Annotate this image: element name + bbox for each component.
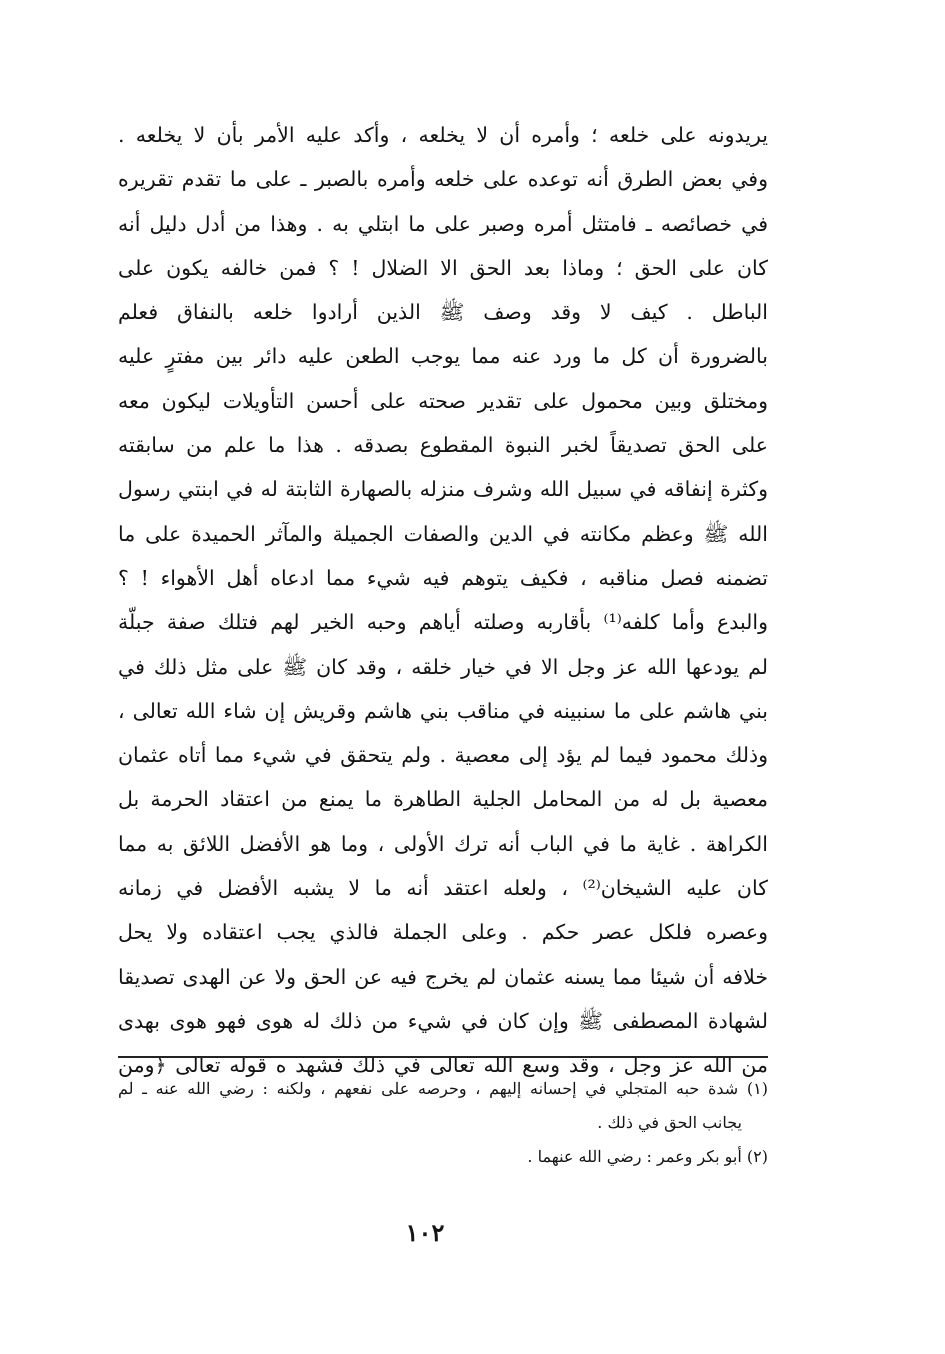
footnote-2: (٢) أبو بكر وعمر : رضي الله عنهما .: [527, 1147, 768, 1166]
text-line: ومختلق وبين محمول على تقدير صحته على أحسن التأويلات ليكون معه: [118, 388, 768, 413]
text-line: والبدع وأما كلفه⁽¹⁾ بأقاربه وصلته أياهم وحبه الخير لهم فتلك صفة جبلّة: [118, 610, 768, 635]
footnote-divider: [118, 1056, 768, 1058]
text-line: وعصره فلكل عصر حكم . وعلى الجملة فالذي يجب اعتقاده ولا يحل: [118, 920, 768, 945]
text-line: الباطل . كيف لا وقد وصف ﷺ الذين أرادوا خلعه بالنفاق فعلم: [118, 300, 768, 325]
footnote-1: (١) شدة حبه المتجلي في إحسانه إليهم ، وحرصه على نفعهم ، ولكنه : رضي الله عنه ـ لم: [118, 1079, 768, 1098]
footnotes: [118, 1072, 768, 1174]
text-line: الكراهة . غاية ما في الباب أنه ترك الأولى ، وما هو الأفضل اللائق به مما: [118, 831, 768, 856]
text-line: وكثرة إنفاقه في سبيل الله وشرف منزله بالصهارة الثابتة له في ابنتي رسول: [118, 477, 768, 502]
page-number: ١٠٢: [405, 1218, 445, 1247]
text-line: معصية بل له من المحامل الجلية الطاهرة ما يمنع من اعتقاد الحرمة بل: [118, 787, 768, 812]
text-line: لشهادة المصطفى ﷺ وإن كان في شيء من ذلك له هوى فهو هوى بهدى: [118, 1008, 768, 1033]
text-line: بني هاشم على ما سنبينه في مناقب بني هاشم وقريش إن شاء الله تعالى ،: [118, 698, 768, 723]
text-line: يريدونه على خلعه ؛ وأمره أن لا يخلعه ، وأكد عليه الأمر بأن لا يخلعه .: [118, 123, 768, 147]
text-line: من الله عز وجل ، وقد وسع الله تعالى في ذلك فشهد ه قوله تعالى ﴿ومن: [118, 1053, 768, 1078]
text-line: بالضرورة أن كل ما ورد عنه مما يوجب الطعن عليه دائر بين مفترٍ عليه: [118, 344, 768, 369]
text-line: لم يودعها الله عز وجل الا في خيار خلقه ، وقد كان ﷺ على مثل ذلك في: [118, 654, 768, 679]
text-line: تضمنه فصل مناقبه ، فكيف يتوهم فيه شيء مما ادعاه أهل الأهواء ! ؟: [118, 565, 768, 590]
text-line: وفي بعض الطرق أنه توعده على خلعه وأمره بالصبر ـ على ما تقدم تقريره: [118, 167, 768, 192]
text-line: كان عليه الشيخان⁽²⁾ ، ولعله اعتقد أنه ما لا يشبه الأفضل في زمانه: [118, 876, 768, 901]
text-line: وذلك محمود فيما لم يؤد إلى معصية . ولم يتحقق في شيء مما أتاه عثمان: [118, 743, 768, 768]
main-text: [118, 113, 768, 1088]
text-line: كان على الحق ؛ وماذا بعد الحق الا الضلال ! ؟ فمن خالفه يكون على: [118, 255, 768, 280]
footnote-1-continuation: يجانب الحق في ذلك .: [597, 1113, 742, 1132]
text-line: الله ﷺ وعظم مكانته في الدين والصفات الجميلة والمآثر الحميدة على ما: [118, 521, 768, 546]
text-line: في خصائصه ـ فامتثل أمره وصبر على ما ابتلي به . وهذا من أدل دليل أنه: [118, 211, 768, 236]
text-line: على الحق تصديقاً لخبر النبوة المقطوع بصدقه . هذا ما علم من سابقته: [118, 433, 768, 458]
text-line: خلافه أن شيئا مما يسنه عثمان لم يخرج فيه عن الحق ولا عن الهدى تصديقا: [118, 964, 768, 989]
